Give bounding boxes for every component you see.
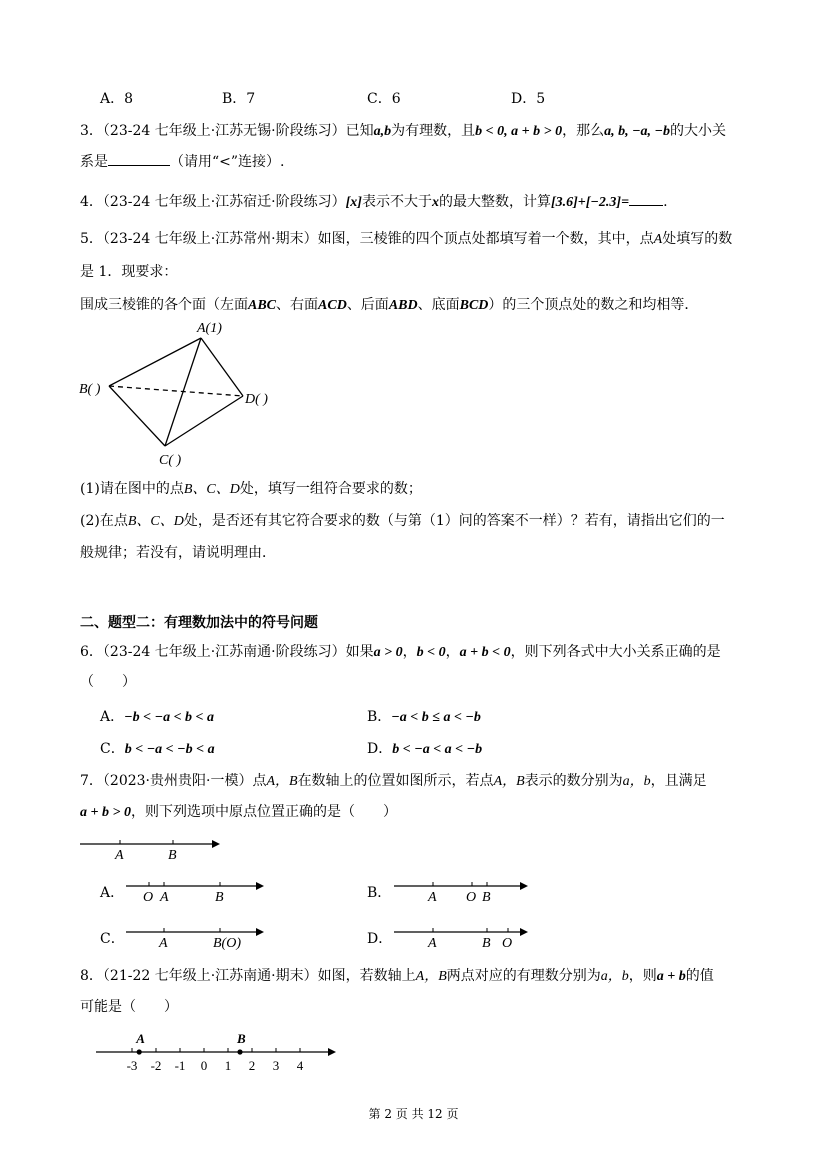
point-o-label: O: [466, 890, 477, 905]
question-5-line1: 5．（23-24 七年级上·江苏常州·期末）如图，三棱锥的四个顶点处都填写着一个数，其中，点A处填写的数: [80, 231, 733, 247]
question-5-part2-cont: 般规律；若没有，请说明理由．: [80, 545, 276, 561]
q6-option-c: C．b < −a < −b < a: [100, 741, 215, 757]
option-d: D．5: [511, 91, 546, 107]
point-o-label: O: [143, 890, 154, 905]
point-a-label: A: [159, 936, 168, 951]
point-b-o-label: B(O): [213, 936, 241, 951]
question-5-line3: 围成三棱锥的各个面（左面ABC、右面ACD、后面ABD、底面BCD）的三个顶点处的数之和均相等．: [80, 297, 699, 313]
q7-option-a-label: A．: [100, 885, 125, 901]
point-b-label: B: [482, 936, 491, 951]
tick-label: -3: [126, 1058, 138, 1073]
point-a-dot: [137, 1049, 142, 1054]
point-a-label: A: [160, 890, 169, 905]
q7-option-d-label: D．: [367, 931, 393, 947]
point-a-label: A: [115, 848, 124, 863]
edge-bc: [109, 386, 165, 446]
q7-option-c-line: [124, 922, 269, 952]
option-a: A．8: [100, 91, 134, 107]
question-3-line1: 3．（23-24 七年级上·江苏无锡·阶段练习）已知a,b为有理数，且b < 0, a + b > 0，那么a, b, −a, −b的大小关: [80, 123, 727, 139]
tick-label: 1: [224, 1058, 232, 1073]
point-a-label: A: [428, 890, 437, 905]
point-b-label: B: [237, 1031, 246, 1046]
point-b-dot: [237, 1049, 242, 1054]
edge-cd: [165, 396, 243, 446]
question-5-part2: (2)在点B、C、D处，是否还有其它符合要求的数（与第（1）问的答案不一样）？若有，请指出它们的一: [80, 513, 725, 529]
q7-option-b-line: [392, 876, 537, 906]
point-b-label: B: [168, 848, 177, 863]
q6-option-b: B．−a < b ≤ a < −b: [367, 709, 481, 725]
q7-main-number-line: [78, 836, 223, 866]
q7-option-b-label: B．: [367, 885, 392, 901]
question-4: 4．（23-24 七年级上·江苏宿迁·阶段练习）[x]表示不大于x的最大整数，计算[3.6]+[−2.3]= .: [80, 191, 668, 211]
q6-option-d: D．b < −a < a < −b: [367, 741, 483, 757]
option-b: B．7: [222, 91, 256, 107]
answer-blank[interactable]: [629, 191, 663, 206]
section-2-heading: 二、题型二：有理数加法中的符号问题: [80, 615, 318, 631]
tick-label: 2: [248, 1058, 256, 1073]
question-8-line1: 8．（21-22 七年级上·江苏南通·期末）如图，若数轴上A，B两点对应的有理数分别为a，b，则a + b的值: [80, 968, 714, 984]
tick-label: 0: [200, 1058, 208, 1073]
point-a-label: A: [136, 1031, 145, 1046]
vertex-d-label: D( ): [245, 392, 268, 407]
tick-label: 4: [296, 1058, 304, 1073]
question-7-line1: 7．（2023·贵州贵阳·一模）点A，B在数轴上的位置如图所示，若点A，B表示的数分别为a，b，且满足: [80, 773, 707, 789]
q6-option-a: A．−b < −a < b < a: [100, 709, 215, 725]
q7-option-c-label: C．: [100, 931, 125, 947]
edge-ad: [201, 338, 243, 396]
question-7-line2: a + b > 0，则下列选项中原点位置正确的是（ ）: [80, 804, 397, 820]
tick-label: 3: [272, 1058, 280, 1073]
question-3-line2: 系是 （请用“<”连接）.: [80, 151, 285, 171]
vertex-b-label: B( ): [79, 382, 101, 397]
pyramid-diagram: [75, 315, 285, 470]
page-footer: 第 2 页 共 12 页: [368, 1107, 459, 1121]
question-8-line2: 可能是（ ）: [80, 999, 178, 1015]
answer-blank[interactable]: [108, 151, 170, 166]
question-5-line2: 是 1．现要求：: [80, 264, 178, 280]
tick-label: -2: [150, 1058, 162, 1073]
option-c: C．6: [367, 91, 401, 107]
vertex-a-label: A(1): [197, 321, 222, 336]
point-a-label: A: [428, 936, 437, 951]
edge-bd: [109, 386, 243, 396]
q7-option-a-line: [124, 876, 269, 906]
point-b-label: B: [482, 890, 491, 905]
vertex-c-label: C( ): [159, 453, 182, 468]
q8-number-line: [92, 1028, 342, 1078]
tick-label: -1: [174, 1058, 186, 1073]
question-6-answer-paren: （ ）: [80, 674, 136, 690]
point-b-label: B: [215, 890, 224, 905]
q7-option-d-line: [392, 922, 537, 952]
question-5-part1: (1)请在图中的点B、C、D处，填写一组符合要求的数；: [80, 481, 422, 497]
point-o-label: O: [502, 936, 513, 951]
question-6-line1: 6．（23-24 七年级上·江苏南通·阶段练习）如果a > 0，b < 0，a + b < 0，则下列各式中大小关系正确的是: [80, 644, 721, 660]
